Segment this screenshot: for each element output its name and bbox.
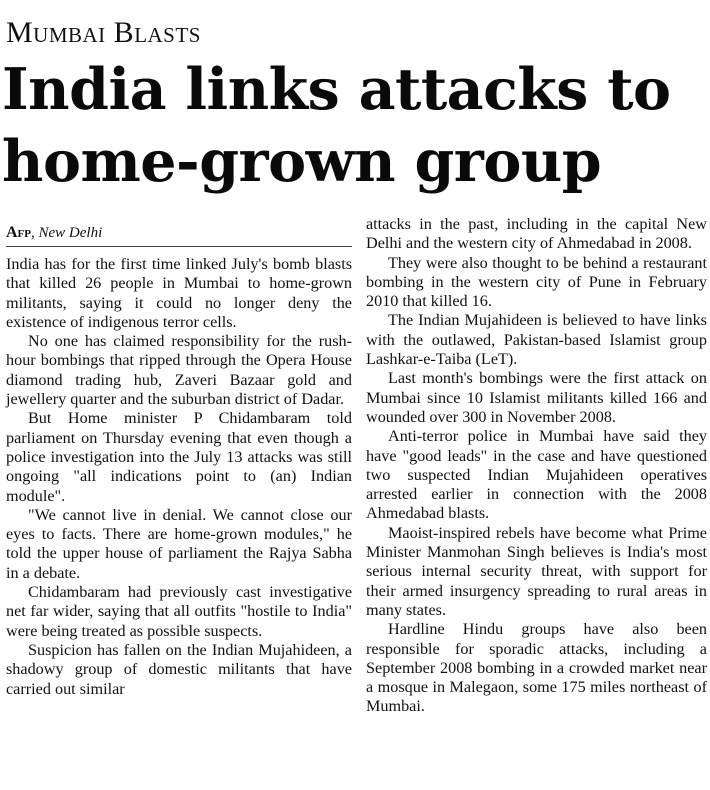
article-paragraph: "We cannot live in denial. We cannot close our eyes to facts. There are home-grown modules," he told the upper house of parliament the Rajya Sabha in a debate. — [6, 505, 352, 582]
article-paragraph: Suspicion has fallen on the Indian Mujahideen, a shadowy group of domestic militants that have carried out similar — [6, 640, 352, 698]
section-kicker: Mumbai Blasts — [6, 16, 201, 49]
headline: India links attacks to home-grown group — [2, 56, 671, 195]
article-paragraph: The Indian Mujahideen is believed to have links with the outlawed, Pakistan-based Islamist group Lashkar-e-Taiba (LeT). — [366, 311, 707, 369]
article-paragraph: Chidambaram had previously cast investigative net far wider, saying that all outfits "hostile to India" were being treated as possible suspects. — [6, 583, 352, 640]
byline — [6, 224, 102, 242]
article-paragraph: No one has claimed responsibility for the rush-hour bombings that ripped through the Opera House diamond trading hub, Zaveri Bazaar gold and jewellery quarter and the suburban district of Dadar. — [6, 332, 352, 409]
byline-place: New Delhi — [38, 225, 103, 241]
byline-rule — [6, 246, 352, 247]
article-paragraph: Hardline Hindu groups have also been responsible for sporadic attacks, including a September 2008 bombing in a crowded market near a mosque in Malegaon, some 175 miles northeast of Mumbai. — [366, 620, 707, 716]
article-paragraph: Last month's bombings were the first attack on Mumbai since 10 Islamist militants killed 166 and wounded over 300 in November 2008. — [366, 369, 707, 426]
article-column-right — [366, 215, 707, 717]
byline-agency: Afp — [6, 224, 31, 241]
article-paragraph: They were also thought to be behind a restaurant bombing in the western city of Pune in February 2010 that killed 16. — [366, 253, 707, 311]
article-column-left — [6, 255, 352, 699]
byline-separator: , — [31, 225, 35, 241]
article-paragraph: Maoist-inspired rebels have become what Prime Minister Manmohan Singh believes is India's most serious internal security threat, with support for their armed insurgency spreading to rural areas in many states. — [366, 523, 707, 619]
article-paragraph: But Home minister P Chidambaram told parliament on Thursday evening that even though a police investigation into the July 13 attacks was still ongoing "all indications point to (an) Indian module". — [6, 409, 352, 505]
article-paragraph: Anti-terror police in Mumbai have said they have "good leads" in the case and have questioned two suspected Indian Mujahideen operatives arrested earlier in connection with the 2008 Ahmedabad blasts. — [366, 427, 707, 523]
article-paragraph: India has for the first time linked July's bomb blasts that killed 26 people in Mumbai to home-grown militants, saying it could no longer deny the existence of indigenous terror cells. — [6, 255, 352, 331]
article-paragraph: attacks in the past, including in the capital New Delhi and the western city of Ahmedabad in 2008. — [366, 215, 707, 253]
